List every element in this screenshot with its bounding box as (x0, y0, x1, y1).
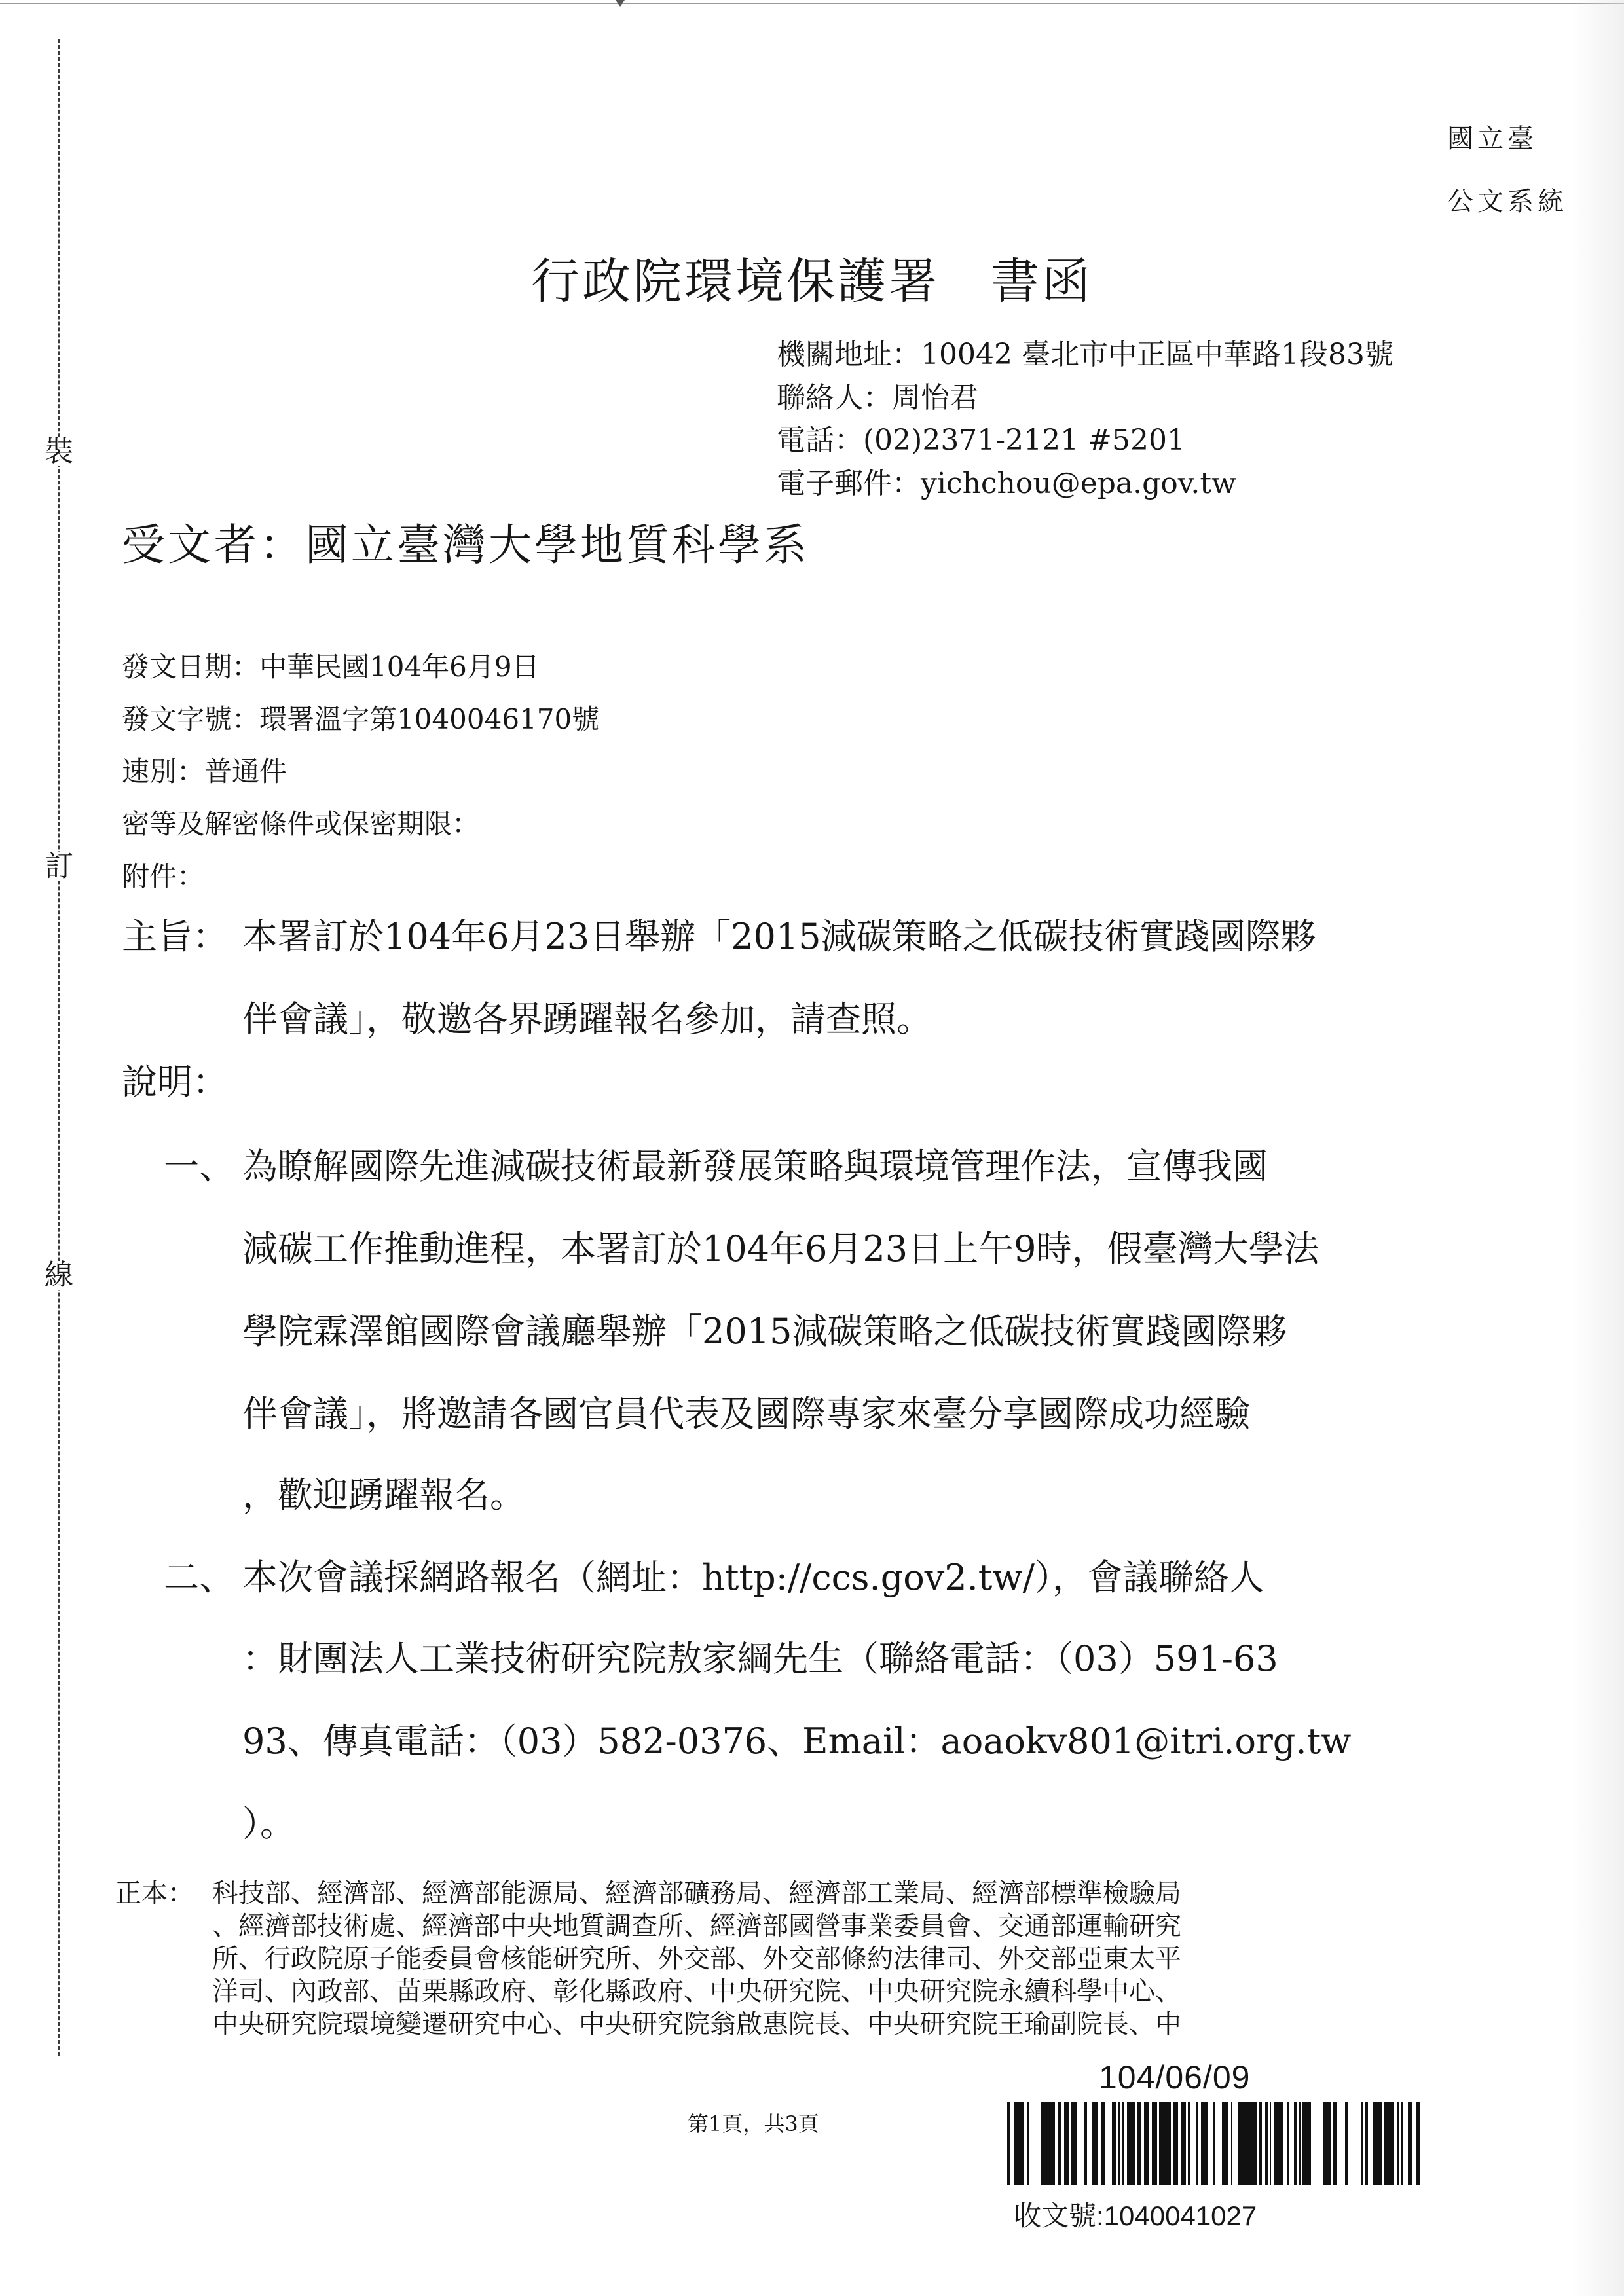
barcode-bar (1048, 2102, 1050, 2185)
barcode-bar (1044, 2102, 1047, 2185)
barcode-bar (1015, 2102, 1017, 2185)
barcode-bar (1058, 2102, 1061, 2185)
barcode-bar (1309, 2102, 1311, 2185)
barcode-bar (1299, 2102, 1301, 2185)
barcode-bar (1173, 2102, 1175, 2185)
barcode-bar (1159, 2102, 1162, 2185)
barcode-bar (1392, 2102, 1394, 2185)
barcode-bar (1181, 2102, 1182, 2185)
barcode-bar (1207, 2102, 1208, 2185)
barcode-bar (1020, 2102, 1024, 2185)
barcode-bar (1205, 2102, 1207, 2185)
barcode-bar (1213, 2102, 1215, 2185)
barcode-bar (1047, 2102, 1048, 2185)
barcode-bar (1183, 2102, 1185, 2185)
barcode-bar (1274, 2102, 1276, 2185)
explanation-line: 本次會議採網路報名（網址：http://ccs.gov2.tw/），會議聯絡人 (242, 1557, 1264, 1598)
attachment-field: 附件： (122, 860, 205, 892)
barcode-bar (1294, 2102, 1297, 2185)
binding-mark-ding: 訂 (38, 852, 80, 881)
barcode-bar (1252, 2102, 1253, 2185)
barcode-bar (1054, 2102, 1055, 2185)
barcode-bar (1397, 2102, 1399, 2185)
barcode-bar (1027, 2102, 1029, 2185)
agency-address: 機關地址：10042 臺北市中正區中華路1段83號 (777, 338, 1393, 371)
barcode-bar (1144, 2102, 1147, 2185)
barcode-bar (1007, 2102, 1010, 2185)
barcode-bar (1014, 2102, 1015, 2185)
barcode-bar (1050, 2102, 1051, 2185)
barcode-bar (1152, 2102, 1155, 2185)
barcode-bar (1222, 2102, 1225, 2185)
barcode-bar (1051, 2102, 1054, 2185)
barcode-bar (1380, 2102, 1382, 2185)
barcode-bar (1162, 2102, 1165, 2185)
binding-dashed-line (58, 39, 60, 2056)
barcode-bar (1270, 2102, 1271, 2185)
cc-line: 中央研究院環境變遷研究中心、中央研究院翁啟惠院長、中央研究院王瑜副院長、中 (212, 2009, 1181, 2039)
contact-email: 電子郵件：yichchou@epa.gov.tw (777, 467, 1236, 500)
barcode-bar (1287, 2102, 1289, 2185)
barcode-bar (1249, 2102, 1252, 2185)
subject-line: 伴會議」，敬邀各界踴躍報名參加，請查照。 (242, 998, 932, 1040)
subject-line: 本署訂於104年6月23日舉辦「2015減碳策略之低碳技術實踐國際夥 (242, 916, 1316, 957)
barcode-bar (1333, 2102, 1337, 2185)
barcode-bar (1168, 2102, 1169, 2185)
barcode-bar (1017, 2102, 1019, 2185)
barcode-bar (1373, 2102, 1375, 2185)
barcode-bar (1276, 2102, 1278, 2185)
barcode-bar (1325, 2102, 1328, 2185)
barcode-bar (1378, 2102, 1380, 2185)
barcode-bar (1238, 2102, 1239, 2185)
barcode-bar (1084, 2102, 1087, 2185)
barcode-bar (1147, 2102, 1149, 2185)
barcode-bar (1095, 2102, 1096, 2185)
barcode-bar (1388, 2102, 1391, 2185)
recipient-line: 受文者：國立臺灣大學地質科學系 (122, 520, 809, 570)
barcode-bar (1101, 2102, 1105, 2185)
barcode-bar (1361, 2102, 1363, 2185)
barcode-bar (1253, 2102, 1255, 2185)
explanation-line: 為瞭解國際先進減碳技術最新發展策略與環境管理作法，宣傳我國 (242, 1146, 1268, 1187)
barcode-bar (1243, 2102, 1246, 2185)
explanation-line: 伴會議」，將邀請各國官員代表及國際專家來臺分享國際成功經驗 (242, 1393, 1250, 1434)
barcode-bar (1401, 2102, 1403, 2185)
explanation-item-1-label: 一、 (164, 1146, 234, 1187)
explanation-line: ，歡迎踴躍報名。 (242, 1474, 525, 1516)
top-edge-rule (0, 3, 1624, 4)
barcode-bar (1137, 2102, 1139, 2185)
barcode-bar (1384, 2102, 1388, 2185)
barcode-bar (1185, 2102, 1186, 2185)
barcode-bar (1259, 2102, 1262, 2185)
barcode-bar (1201, 2102, 1202, 2185)
barcode-bar (1345, 2102, 1348, 2185)
document-number: 發文字號：環署溫字第1040046170號 (122, 703, 600, 735)
barcode-bar (1118, 2102, 1120, 2185)
barcode-bar (1365, 2102, 1368, 2185)
barcode-bar (1071, 2102, 1073, 2185)
barcode-bar (1113, 2102, 1116, 2185)
barcode-bar (1323, 2102, 1325, 2185)
barcode-bar (1231, 2102, 1232, 2185)
barcode-bar (1255, 2102, 1257, 2185)
explanation-line: ）。 (242, 1803, 295, 1844)
barcode-bar (1067, 2102, 1069, 2185)
barcode-bar (1076, 2102, 1077, 2185)
barcode-bar (1391, 2102, 1392, 2185)
receipt-barcode (1007, 2102, 1421, 2185)
security-classification: 密等及解密條件或保密期限： (122, 808, 480, 840)
barcode-bar (1328, 2102, 1331, 2185)
cc-line: 科技部、經濟部、經濟部能源局、經濟部礦務局、經濟部工業局、經濟部標準檢驗局 (212, 1878, 1181, 1908)
barcode-bar (1041, 2102, 1044, 2185)
barcode-bar (1165, 2102, 1168, 2185)
subject-label: 主旨： (122, 916, 228, 957)
explanation-line: ：財團法人工業技術研究院敖家綱先生（聯絡電話：（03）591-63 (242, 1638, 1278, 1679)
barcode-bar (1122, 2102, 1124, 2185)
barcode-bar (1246, 2102, 1249, 2185)
cc-line: 所、行政院原子能委員會核能研究所、外交部、外交部條約法律司、外交部亞東太平 (212, 1944, 1181, 1974)
barcode-bar (1411, 2102, 1412, 2185)
cc-line: 洋司、內政部、苗栗縣政府、彰化縣政府、中央研究院、中央研究院永續科學中心、 (212, 1977, 1181, 2007)
barcode-bar (1306, 2102, 1309, 2185)
barcode-bar (1408, 2102, 1411, 2185)
barcode-bar (1127, 2102, 1130, 2185)
barcode-bar (1416, 2102, 1420, 2185)
barcode-bar (1139, 2102, 1141, 2185)
barcode-bar (1202, 2102, 1205, 2185)
barcode-bar (1376, 2102, 1378, 2185)
cc-label: 正本： (115, 1878, 194, 1908)
barcode-bar (1064, 2102, 1067, 2185)
barcode-bar (1073, 2102, 1076, 2185)
barcode-bar (1375, 2102, 1376, 2185)
page-number: 第1頁，共3頁 (688, 2111, 819, 2136)
receipt-number: 收文號:1040041027 (1014, 2200, 1257, 2231)
contact-person: 聯絡人：周怡君 (777, 381, 978, 414)
binding-mark-zhuang: 裝 (38, 437, 80, 466)
binding-mark-xian: 線 (38, 1261, 80, 1290)
barcode-bar (1175, 2102, 1178, 2185)
barcode-bar (1130, 2102, 1133, 2185)
barcode-bar (1302, 2102, 1306, 2185)
barcode-bar (1239, 2102, 1242, 2185)
explanation-line: 學院霖澤館國際會議廳舉辦「2015減碳策略之低碳技術實踐國際夥 (242, 1311, 1287, 1352)
barcode-bar (1096, 2102, 1098, 2185)
barcode-bar (1196, 2102, 1198, 2185)
document-title: 行政院環境保護署 書函 (531, 253, 1093, 310)
explanation-label: 說明： (122, 1061, 228, 1102)
delivery-speed: 速別：普通件 (122, 756, 287, 788)
receipt-date-stamp: 104/06/09 (1099, 2059, 1251, 2096)
barcode-bar (1188, 2102, 1190, 2185)
barcode-bar (1169, 2102, 1171, 2185)
receiver-stamp-line-2: 公文系統 (1447, 187, 1568, 217)
explanation-item-2-label: 二、 (164, 1557, 234, 1598)
barcode-bar (1155, 2102, 1157, 2185)
barcode-bar (1242, 2102, 1243, 2185)
barcode-bar (1281, 2102, 1283, 2185)
barcode-bar (1278, 2102, 1281, 2185)
contact-phone: 電話：(02)2371-2121 #5201 (777, 424, 1185, 457)
cc-line: 、經濟部技術處、經濟部中央地質調查所、經濟部國營事業委員會、交通部運輸研究 (212, 1911, 1181, 1941)
scan-edge-shadow (1572, 0, 1624, 2296)
receiver-stamp-line-1: 國立臺 (1447, 124, 1538, 154)
barcode-bar (1019, 2102, 1020, 2185)
explanation-line: 93、傳真電話：（03）582-0376、Email：aoaokv801@itri.org.tw (242, 1721, 1352, 1762)
barcode-bar (1225, 2102, 1228, 2185)
explanation-line: 減碳工作推動進程，本署訂於104年6月23日上午9時，假臺灣大學法 (242, 1228, 1320, 1269)
barcode-bar (1092, 2102, 1095, 2185)
barcode-bar (1133, 2102, 1135, 2185)
barcode-bar (1182, 2102, 1183, 2185)
barcode-bar (1265, 2102, 1268, 2185)
barcode-bar (1112, 2102, 1113, 2185)
issue-date: 發文日期：中華民國104年6月9日 (122, 651, 540, 683)
